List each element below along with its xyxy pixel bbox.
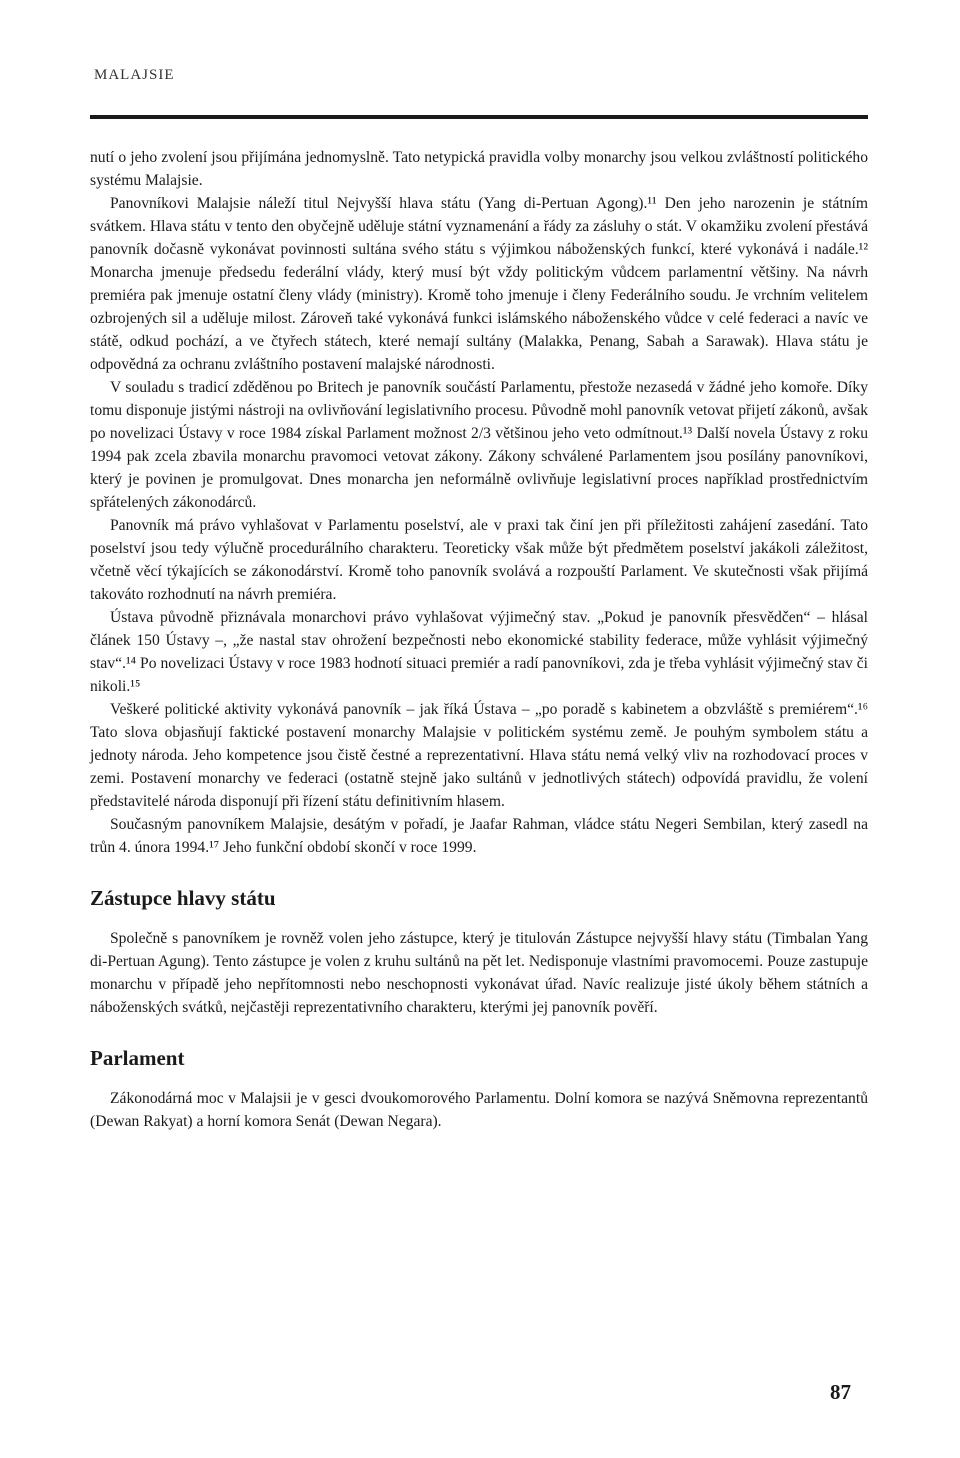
- running-head: MALAJSIE: [94, 67, 175, 83]
- paragraph: Panovníkovi Malajsie náleží titul Nejvyšší hlava státu (Yang di-Pertuan Agong).¹¹ Den jeho narozenin je státním svátkem. Hlava státu v tento den obyčejně uděluje státní vyznamenání a řády za zásluhy o stát. V okamžiku zvolení přestává panovník dočasně vykonávat povinnosti sultána svého státu s výjimkou náboženských funkcí, které vykonává i nadále.¹² Monarcha jmenuje předsedu federální vlády, který musí být vždy politickým vůdcem parlamentní většiny. Na návrh premiéra pak jmenuje ostatní členy vlády (ministry). Kromě toho jmenuje i členy Federálního soudu. Je vrchním velitelem ozbrojených sil a uděluje milost. Zároveň také vykonává funkci islámského náboženského vůdce v celé federaci a navíc ve státě, odkud pochází, a ve čtyřech státech, které nemají sultány (Malakka, Penang, Sabah a Sarawak). Hlava státu je odpovědná za ochranu zvláštního postavení malajské národnosti.: [90, 195, 868, 373]
- paragraph: Veškeré politické aktivity vykonává panovník – jak říká Ústava – „po poradě s kabinetem a obzvláště s premiérem“.¹⁶ Tato slova objasňují faktické postavení monarchy Malajsie v politickém systému země. Je pouhým symbolem státu a jednoty národa. Jeho kompetence jsou čistě čestné a reprezentativní. Hlava státu nemá velký vliv na rozhodovací proces v zemi. Postavení monarchy ve federaci (ostatně stejně jako sultánů v jednotlivých státech) odpovídá pravidlu, že volení představitelé národa disponují při řízení státu definitivním hlasem.: [90, 701, 868, 810]
- paragraph: Zákonodárná moc v Malajsii je v gesci dvoukomorového Parlamentu. Dolní komora se nazývá Sněmovna reprezentantů (Dewan Rakyat) a horní komora Senát (Dewan Negara).: [90, 1090, 868, 1130]
- paragraph: nutí o jeho zvolení jsou přijímána jednomyslně. Tato netypická pravidla volby monarchy jsou velkou zvláštností politického systému Malajsie.: [90, 149, 868, 189]
- section-heading-deputy: Zástupce hlavy státu: [90, 886, 276, 910]
- paragraph: Společně s panovníkem je rovněž volen jeho zástupce, který je titulován Zástupce nejvyšší hlavy státu (Timbalan Yang di-Pertuan Agung). Tento zástupce je volen z kruhu sultánů na pět let. Nedisponuje vlastními pravomocemi. Pouze zastupuje monarchu v případě jeho nepřítomnosti nebo neschopnosti vykonávat úřad. Navíc realizuje jisté úkoly během státních a náboženských svátků, nejčastěji reprezentativního charakteru, kterými jej panovník pověří.: [90, 930, 868, 1016]
- header-rule: [90, 115, 868, 119]
- page-number: 87: [830, 1380, 851, 1404]
- page-body: [90, 146, 868, 1133]
- paragraph: Současným panovníkem Malajsie, desátým v pořadí, je Jaafar Rahman, vládce státu Negeri Sembilan, který zasedl na trůn 4. února 1994.¹⁷ Jeho funkční období skončí v roce 1999.: [90, 816, 868, 856]
- paragraph: V souladu s tradicí zděděnou po Britech je panovník součástí Parlamentu, přestože nezasedá v žádné jeho komoře. Díky tomu disponuje jistými nástroji na ovlivňování legislativního procesu. Původně mohl panovník vetovat přijetí zákonů, avšak po novelizaci Ústavy v roce 1984 získal Parlament možnost 2/3 většinou jeho veto odmítnout.¹³ Další novela Ústavy z roku 1994 pak zcela zbavila monarchu pravomoci vetovat zákony. Zákony schválené Parlamentem jsou posílány panovníkovi, který je povinen je promulgovat. Dnes monarcha jen neformálně ovlivňuje legislativní proces například prostřednictvím spřátelených zákonodárců.: [90, 379, 868, 511]
- paragraph: Ústava původně přiznávala monarchovi právo vyhlašovat výjimečný stav. „Pokud je panovník přesvědčen“ – hlásal článek 150 Ústavy –, „že nastal stav ohrožení bezpečnosti nebo ekonomické stability federace, může vyhlásit výjimečný stav“.¹⁴ Po novelizaci Ústavy v roce 1983 hodnotí situaci premiér a radí panovníkovi, zda je třeba vyhlásit výjimečný stav či nikoli.¹⁵: [90, 609, 868, 695]
- section-heading-parliament: Parlament: [90, 1046, 185, 1070]
- paragraph: Panovník má právo vyhlašovat v Parlamentu poselství, ale v praxi tak činí jen při příležitosti zahájení zasedání. Tato poselství jsou tedy výlučně procedurálního charakteru. Teoreticky však může být předmětem poselství jakákoli záležitost, včetně věcí týkajících se zákonodárství. Kromě toho panovník svolává a rozpouští Parlament. Ve skutečnosti však přijímá takováto rozhodnutí na návrh premiéra.: [90, 517, 868, 603]
